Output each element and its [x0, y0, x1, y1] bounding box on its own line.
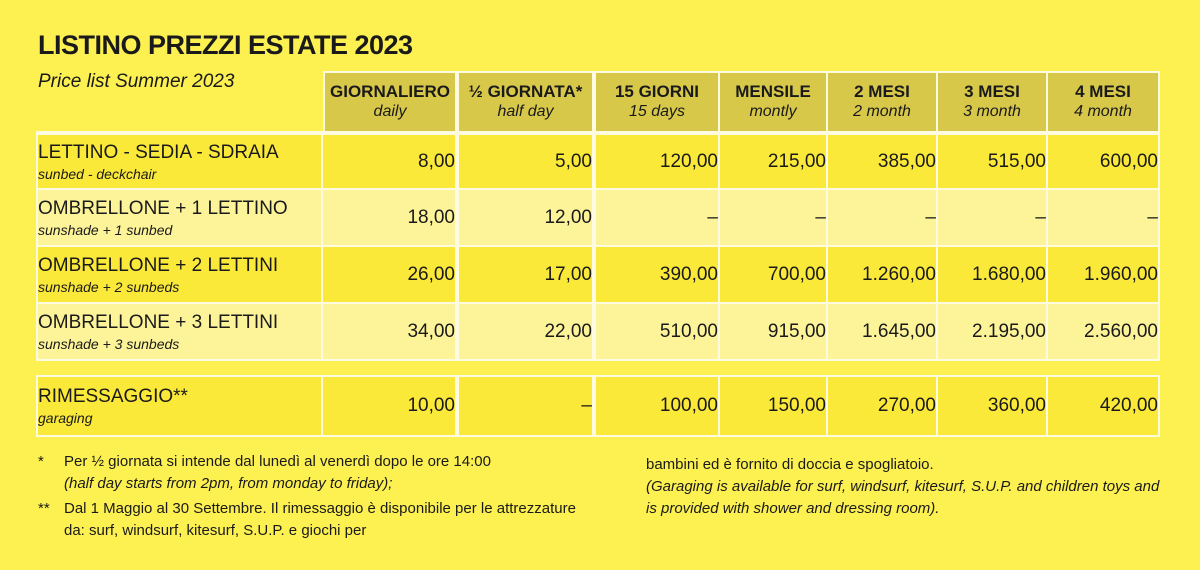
- row-label-en: garaging: [38, 410, 93, 426]
- col-header-it: ½ GIORNATA*: [468, 82, 583, 101]
- price-cell: –: [1048, 190, 1160, 247]
- price-cell: 420,00: [1048, 377, 1160, 437]
- row-label-en: sunshade + 1 sunbed: [38, 221, 173, 238]
- row-label-it: LETTINO - SEDIA - SDRAIA: [38, 141, 279, 163]
- price-cell: 360,00: [938, 377, 1048, 437]
- price-cell: 120,00: [596, 133, 720, 190]
- price-cell: 10,00: [323, 377, 459, 437]
- row-label: [36, 133, 323, 190]
- col-header-it: 2 MESI: [854, 82, 910, 101]
- price-cell: –: [459, 377, 596, 437]
- col-header-it: GIORNALIERO: [330, 82, 450, 101]
- price-cell: 915,00: [720, 304, 828, 361]
- footnote-mark: *: [38, 453, 44, 470]
- price-cell: 515,00: [938, 133, 1048, 190]
- row-label: [36, 377, 323, 437]
- subtitle-cell: [36, 71, 323, 133]
- price-cell: 1.260,00: [828, 247, 938, 304]
- row-label-it: RIMESSAGGIO**: [38, 386, 188, 407]
- price-cell: 8,00: [323, 133, 459, 190]
- price-cell: 26,00: [323, 247, 459, 304]
- price-cell: 385,00: [828, 133, 938, 190]
- footnote-text-en: (half day starts from 2pm, from monday to friday);: [64, 475, 393, 492]
- table-row: [36, 247, 1160, 304]
- table-spacer: [36, 361, 1160, 377]
- price-cell: 17,00: [459, 247, 596, 304]
- col-header-en: 15 days: [628, 103, 686, 120]
- price-cell: 215,00: [720, 133, 828, 190]
- price-cell: –: [720, 190, 828, 247]
- col-header-4-months: [1048, 71, 1160, 133]
- spacer-cell: [36, 361, 1160, 377]
- price-cell: 2.195,00: [938, 304, 1048, 361]
- price-cell: 1.680,00: [938, 247, 1048, 304]
- col-header-en: 3 month: [963, 103, 1021, 120]
- col-header-it: MENSILE: [735, 82, 811, 101]
- footnote-garaging: [38, 498, 598, 542]
- price-cell: –: [596, 190, 720, 247]
- price-cell: –: [938, 190, 1048, 247]
- row-label-it: OMBRELLONE + 3 LETTINI: [38, 311, 279, 333]
- col-header-monthly: [720, 71, 828, 133]
- col-header-it: 3 MESI: [964, 82, 1020, 101]
- row-label: [36, 247, 323, 304]
- table-row: [36, 133, 1160, 190]
- price-cell: 510,00: [596, 304, 720, 361]
- col-header-half-day: [459, 71, 596, 133]
- page-subtitle: Price list Summer 2023: [38, 71, 235, 92]
- footnote-half-day: [38, 451, 598, 495]
- col-header-15-days: [596, 71, 720, 133]
- price-cell: 700,00: [720, 247, 828, 304]
- row-label-it: OMBRELLONE + 1 LETTINO: [38, 197, 288, 219]
- col-header-en: 4 month: [1074, 103, 1132, 120]
- row-label-it: OMBRELLONE + 2 LETTINI: [38, 254, 279, 276]
- col-header-en: half day: [497, 103, 554, 120]
- price-cell: 5,00: [459, 133, 596, 190]
- price-table: [36, 71, 1160, 437]
- price-cell: 390,00: [596, 247, 720, 304]
- table-row: [36, 190, 1160, 247]
- row-label-en: sunshade + 2 sunbeds: [38, 278, 180, 295]
- footnote-mark: **: [38, 500, 50, 517]
- col-header-en: daily: [373, 103, 407, 120]
- row-label: [36, 190, 323, 247]
- row-label-en: sunshade + 3 sunbeds: [38, 335, 180, 352]
- price-cell: 1.960,00: [1048, 247, 1160, 304]
- price-cell: 2.560,00: [1048, 304, 1160, 361]
- footnote-text-it: bambini ed è fornito di doccia e spogliatoio.: [646, 456, 934, 473]
- row-label-en: sunbed - deckchair: [38, 165, 157, 182]
- col-header-en: montly: [749, 103, 797, 120]
- footnote-text-it: Dal 1 Maggio al 30 Settembre. Il rimessaggio è disponibile per le attrezzature da: surf, windsurf, kitesurf, S.U.P. e giochi per: [64, 500, 576, 539]
- price-cell: 22,00: [459, 304, 596, 361]
- price-cell: 34,00: [323, 304, 459, 361]
- col-header-2-months: [828, 71, 938, 133]
- garaging-row: [36, 377, 1160, 437]
- row-label: [36, 304, 323, 361]
- price-cell: 600,00: [1048, 133, 1160, 190]
- footnote-text-en: (Garaging is available for surf, windsurf, kitesurf, S.U.P. and children toys and is provided with shower and dressing room).: [646, 478, 1160, 517]
- footnote-garaging-continued: [646, 454, 1166, 520]
- price-cell: 1.645,00: [828, 304, 938, 361]
- col-header-it: 15 GIORNI: [614, 82, 700, 101]
- col-header-it: 4 MESI: [1075, 82, 1131, 101]
- price-cell: 270,00: [828, 377, 938, 437]
- price-cell: 100,00: [596, 377, 720, 437]
- col-header-daily: [323, 71, 459, 133]
- table-row: [36, 304, 1160, 361]
- page-title: LISTINO PREZZI ESTATE 2023: [38, 30, 413, 60]
- price-cell: 18,00: [323, 190, 459, 247]
- col-header-3-months: [938, 71, 1048, 133]
- price-cell: 150,00: [720, 377, 828, 437]
- price-cell: 12,00: [459, 190, 596, 247]
- col-header-en: 2 month: [853, 103, 911, 120]
- footnote-text-it: Per ½ giornata si intende dal lunedì al venerdì dopo le ore 14:00: [64, 453, 491, 470]
- price-cell: –: [828, 190, 938, 247]
- header-row: [36, 71, 1160, 133]
